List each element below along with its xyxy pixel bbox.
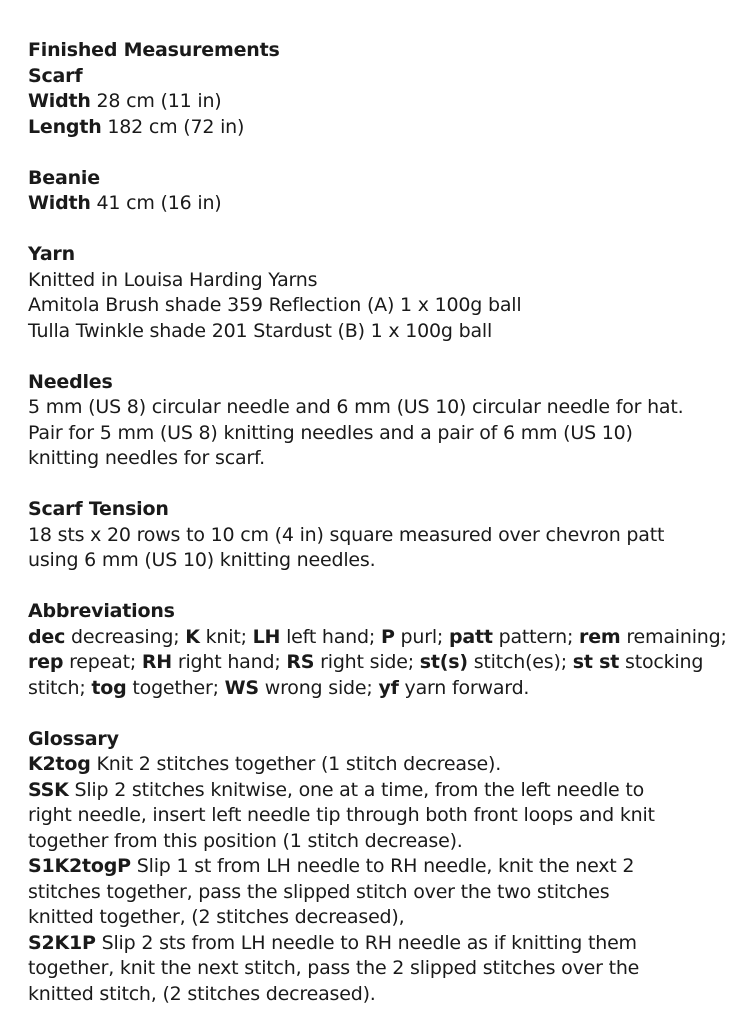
abbr-term: K <box>185 625 200 648</box>
glossary-line <box>28 752 732 778</box>
abbr-term: LH <box>252 625 281 648</box>
abbreviations-line <box>28 676 732 702</box>
glossary-line: knitted together, (2 stitches decreased), <box>28 906 405 928</box>
glossary-text: Slip 1 st from LH needle to RH needle, knit the next 2 <box>130 855 635 877</box>
glossary-text: Slip 2 sts from LH needle to RH needle as if knitting them <box>95 931 637 954</box>
glossary-line: knitted stitch, (2 stitches decreased). <box>28 982 376 1005</box>
glossary-line <box>28 778 732 804</box>
beanie-heading: Beanie <box>28 166 100 189</box>
scarf-width-line <box>28 89 732 115</box>
yarn-line: Tulla Twinkle shade 201 Stardust (B) 1 x 100g ball <box>28 319 493 342</box>
scarf-length-value: 182 cm (72 in) <box>107 115 245 138</box>
finished-measurements-heading: Finished Measurements <box>28 39 280 61</box>
abbr-desc: wrong side; <box>258 676 379 699</box>
abbr-desc: left hand; <box>280 625 381 648</box>
abbr-term: rep <box>28 651 64 673</box>
abbr-desc: pattern; <box>492 625 580 648</box>
glossary-line: together, knit the next stitch, pass the 2 slipped stitches over the <box>28 957 640 979</box>
yarn-line: Amitola Brush shade 359 Reflection (A) 1 x 100g ball <box>28 294 522 316</box>
abbr-term: P <box>380 625 395 648</box>
glossary-line: stitches together, pass the slipped stitch over the two stitches <box>28 880 610 903</box>
glossary-term-s2k1p: S2K1P <box>28 931 96 954</box>
glossary-line: right needle, insert left needle tip through both front loops and knit <box>28 804 655 826</box>
abbr-desc: decreasing; <box>65 625 186 648</box>
beanie-width-value: 41 cm (16 in) <box>96 192 222 214</box>
glossary-term-k2tog: K2tog <box>28 753 91 775</box>
abbr-desc: right side; <box>314 651 420 673</box>
scarf-width-label: Width <box>28 90 91 112</box>
abbr-desc: knit; <box>199 625 253 648</box>
abbr-desc: remaining; <box>620 625 727 648</box>
abbr-term: RH <box>141 651 173 673</box>
pattern-document <box>28 38 732 1033</box>
tension-line: using 6 mm (US 10) knitting needles. <box>28 549 376 571</box>
glossary-text: Slip 2 stitches knitwise, one at a time, from the left needle to <box>68 778 645 801</box>
yarn-line: Knitted in Louisa Harding Yarns <box>28 268 318 291</box>
beanie-width-label: Width <box>28 192 91 214</box>
abbr-term: yf <box>378 676 399 699</box>
scarf-length-line <box>28 115 732 141</box>
finished-measurements-section <box>28 38 732 140</box>
glossary-text: Knit 2 stitches together (1 stitch decrease). <box>90 753 502 775</box>
glossary-line <box>28 854 732 880</box>
abbreviations-line <box>28 625 732 651</box>
abbr-desc: stitch; <box>28 676 92 699</box>
glossary-heading: Glossary <box>28 727 119 750</box>
glossary-section <box>28 727 732 1008</box>
needles-line: Pair for 5 mm (US 8) knitting needles and a pair of 6 mm (US 10) <box>28 421 633 444</box>
abbr-term: tog <box>91 676 127 699</box>
abbr-term: rem <box>579 625 621 648</box>
abbreviations-heading: Abbreviations <box>28 600 175 622</box>
abbr-term: patt <box>448 625 493 648</box>
yarn-heading: Yarn <box>28 243 75 265</box>
beanie-width-line <box>28 191 732 217</box>
abbr-term: st st <box>572 651 620 673</box>
abbr-desc: purl; <box>394 625 449 648</box>
glossary-term-s1k2togp: S1K2togP <box>28 855 131 877</box>
abbr-desc: stitch(es); <box>467 651 573 673</box>
abbr-desc: repeat; <box>63 651 142 673</box>
glossary-line <box>28 931 732 957</box>
glossary-term-ssk: SSK <box>28 778 69 801</box>
abbr-term: WS <box>224 676 259 699</box>
scarf-heading: Scarf <box>28 64 83 87</box>
needles-line: 5 mm (US 8) circular needle and 6 mm (US 10) circular needle for hat. <box>28 396 684 418</box>
abbr-desc: together; <box>126 676 225 699</box>
abbr-desc: stocking <box>619 651 704 673</box>
abbr-term: RS <box>286 651 315 673</box>
scarf-length-label: Length <box>28 115 102 138</box>
scarf-width-value: 28 cm (11 in) <box>96 90 222 112</box>
abbreviations-section <box>28 599 732 701</box>
needles-section <box>28 370 732 472</box>
abbreviations-line <box>28 650 732 676</box>
abbr-term: st(s) <box>419 651 468 673</box>
tension-section <box>28 497 732 574</box>
glossary-line: together from this position (1 stitch decrease). <box>28 829 463 852</box>
needles-heading: Needles <box>28 370 113 393</box>
needles-line: knitting needles for scarf. <box>28 447 265 469</box>
abbr-desc: yarn forward. <box>398 676 530 699</box>
abbr-desc: right hand; <box>172 651 287 673</box>
tension-line: 18 sts x 20 rows to 10 cm (4 in) square measured over chevron patt <box>28 523 665 546</box>
abbr-term: dec <box>28 625 66 648</box>
yarn-section <box>28 242 732 344</box>
beanie-section <box>28 166 732 217</box>
tension-heading: Scarf Tension <box>28 498 169 520</box>
